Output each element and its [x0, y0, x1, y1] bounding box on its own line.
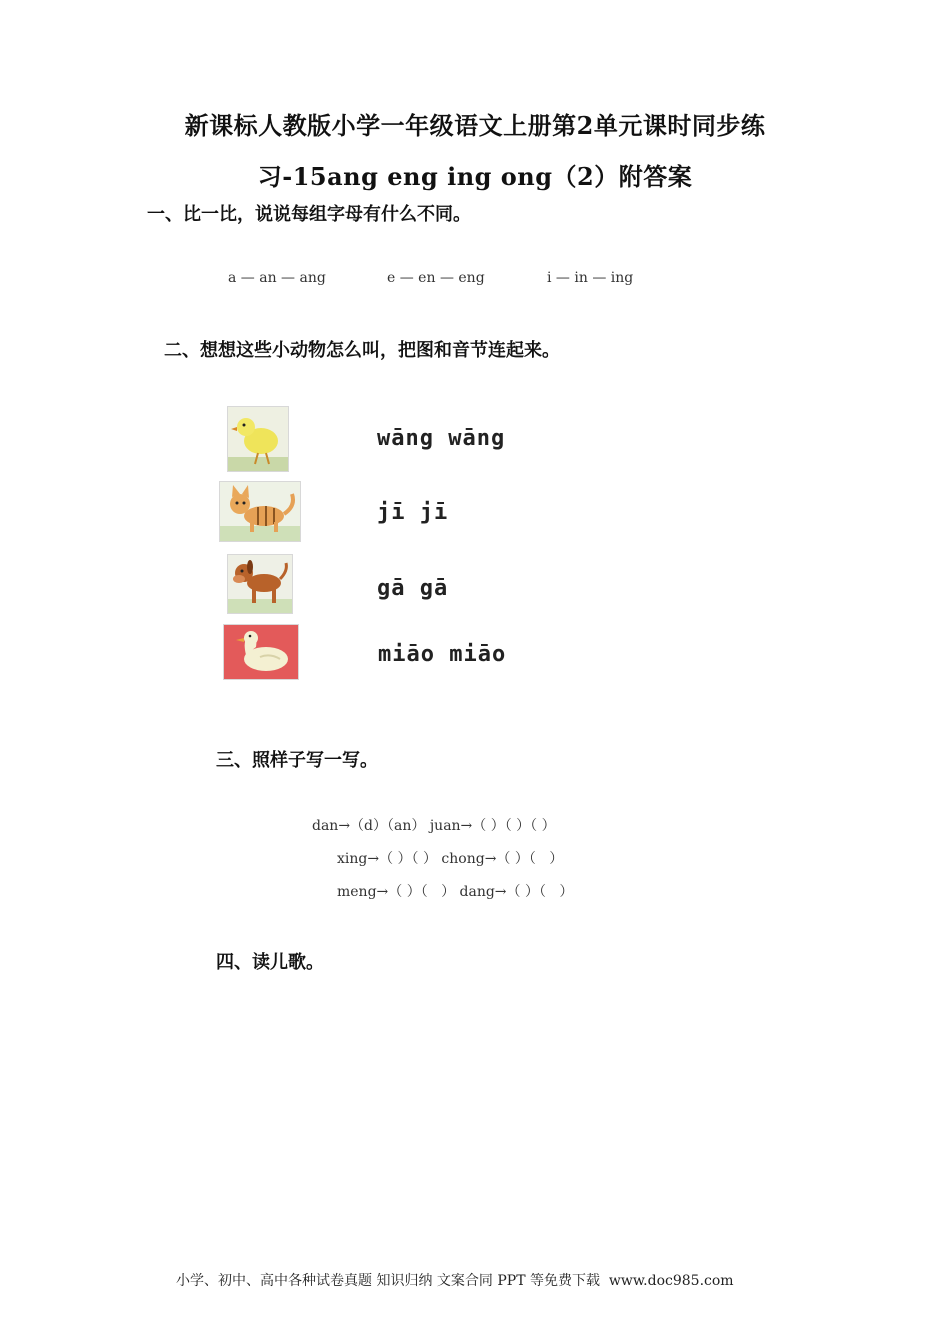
footer-text: 小学、初中、高中各种试卷真题 知识归纳 文案合同 PPT 等免费下载 www.doc985.com	[176, 1273, 734, 1289]
syllable-ga-ga: gā gā	[377, 576, 449, 601]
exercise-line-1: dan→（d）（an） juan→（ ）（ ）（ ）	[312, 818, 556, 834]
duck-picture	[223, 624, 299, 680]
document-title-line-2: 习-15ang eng ing ong（2）附答案	[257, 162, 693, 191]
section-1-heading: 一、比一比，说说每组字母有什么不同。	[147, 204, 471, 225]
section-4-heading: 四、读儿歌。	[216, 952, 324, 973]
dog-picture	[227, 554, 293, 614]
compare-group-i: i — in — ing	[547, 270, 634, 286]
cat-picture	[219, 481, 301, 542]
syllable-miao-miao: miāo miāo	[378, 642, 507, 667]
syllable-ji-ji: jī jī	[377, 500, 449, 525]
exercise-line-2: xing→（ ）（ ） chong→（ ）（ ）	[337, 851, 564, 867]
compare-group-e: e — en — eng	[387, 270, 485, 286]
chick-picture	[227, 406, 289, 472]
document-title-line-1: 新课标人教版小学一年级语文上册第2单元课时同步练	[184, 111, 766, 140]
compare-group-a: a — an — ang	[228, 270, 326, 286]
exercise-line-3: meng→（ ）（ ） dang→（ ）（ ）	[337, 884, 574, 900]
section-3-heading: 三、照样子写一写。	[216, 750, 378, 771]
syllable-wang-wang: wāng wāng	[377, 426, 506, 451]
section-2-heading: 二、想想这些小动物怎么叫，把图和音节连起来。	[164, 340, 560, 361]
